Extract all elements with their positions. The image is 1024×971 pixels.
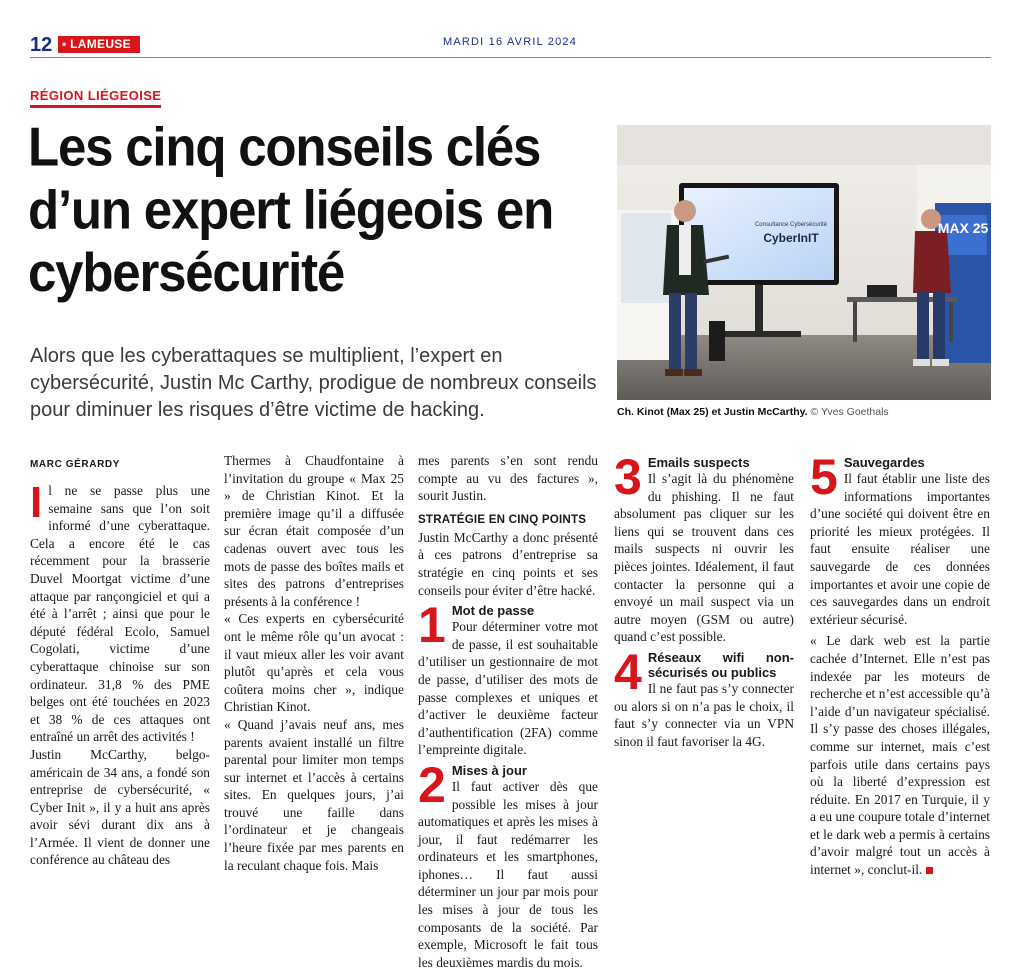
article-paragraph: mes parents s’en sont rendu compte au vu des factures », sourit Justin. [418,453,598,504]
drop-cap: I [30,478,43,527]
issue-date: MARDI 16 AVRIL 2024 [442,36,578,48]
page-number: 12 [30,34,53,56]
article-photo [617,125,991,400]
article-column-3 [418,452,598,971]
tip-text: Il ne faut pas s’y connecter ou alors si on n’a pas le choix, il faut s’y connecter via un VPN sinon il faut favoriser la 4G. [614,680,794,749]
newspaper-logo: • LAMEUSE [58,36,140,53]
tip-number: 2 [418,756,446,813]
article-headline: Les cinq conseils clés d’un expert liégeois en cybersécurité [28,116,554,303]
article-paragraph: « Quand j’avais neuf ans, mes parents avaient installé un filtre parental pour limiter mon temps sur internet et l’accès à certains sites. En quelques jours, j’ai trouvé une faille dans l’ordinateur et je changeais l’heure fixée par mes parents en la reculant chaque fois. Mais [224,716,404,873]
article-column-4 [614,449,794,750]
tip-4 [614,643,794,750]
tip-5 [810,449,990,628]
section-rubric: RÉGION LIÉGEOISE [30,88,161,108]
article-paragraph: Justin McCarthy, belgo-américain de 34 ans, a fondé son entreprise de cybersécurité, « Cyber Init », il y a huit ans après avoir sévi durant dix ans à l’Armée. Il vient de donner une conférence au château des [30,746,210,868]
tip-number: 4 [614,643,642,700]
screen-subtitle: Consultance Cybersécurité [754,222,828,228]
tip-title: Sauvegardes [843,455,925,470]
article-paragraph [30,478,210,746]
tip-title: Mises à jour [451,762,527,778]
article-paragraph: Thermes à Chaudfontaine à l’invitation du groupe « Max 25 » de Christian Kinot. Et la première image qu’il a diffusée sur écran était composée d’un cadenas ouvert avec tous les mots de passe des boîtes mails et sites des patrons d’entreprises présents à la conférence ! [224,453,404,609]
article-column-5 [810,449,990,879]
photo-caption [617,406,991,418]
tip-title: Emails suspects [647,455,750,470]
tip-1 [418,597,598,759]
tip-title: Réseaux wifi non-sécurisés ou publics [647,649,794,680]
tip-title: Mot de passe [451,603,535,619]
tip-text: Il s’agit là du phénomène du phishing. Il ne faut absolument pas cliquer sur les liens qui se trouvent dans ces mails suspects ni ouvrir les pièces jointes. Idéalement, il faut contacter la personne qui a envoyé un mail suspect via un autre moyen (GSM ou autre) quand c’est possible. [614,471,794,645]
article-paragraph: « Ces experts en cybersécurité ont le même rôle qu’un avocat : il vaut mieux aller les voir avant plutôt qu’après et cela vous coûtera moins cher », indique Christian Kinot. [224,611,404,715]
article-lede: Alors que les cyberattaques se multiplient, l’expert en cybersécurité, Justin Mc Carthy, prodigue de nombreux conseils pour diminuer les risques d’être victime de hacking. [30,345,597,421]
tip-3 [614,449,794,646]
max25-banner: MAX 25 [937,220,989,236]
tip-number: 3 [614,449,642,505]
caption-text: Ch. Kinot (Max 25) et Justin McCarthy. [617,406,808,418]
author-byline: MARC GÉRARDY [30,459,120,470]
screen-title: CyberInIT [763,231,819,245]
paragraph-text: l ne se passe plus une semaine sans que l’on soit informé d’une cyberattaque. Cela a encore été le cas récemment pour la brasserie Duvel Moortgat victime d’une attaque par rançongiciel et qui a été à l’arrêt ; ainsi que pour le député fédéral Ecolo, Samuel Cogolati, victime d’une cyberattaque chinoise sur son ordinateur. 31,8 % des PME belges ont été touchées en 2023 et 38 % de ces attaques ont entraîné un arrêt des activités ! [30,483,210,745]
closing-text: « Le dark web est la partie cachée d’Internet. Elle n’est pas indexée par les moteurs de recherche et n’est accessible qu’à l’aide d’un navigateur spécialisé. Il s’y passe des choses illégales, comme sur internet, mais c’est parfois utile dans certains pays où la liberté d’expression est réduite. En 2017 en Turquie, il y a eu une coupure totale d’internet et le dark web a permis à certains d’avoir malgré tout un accès à internet », conclut-il. [810,633,990,878]
article-closing [810,632,990,878]
tip-number: 5 [810,449,838,505]
tip-text: Pour déterminer votre mot de passe, il est souhaitable d’utiliser un gestionnaire de mot de passe, d’utiliser des mots de passe complexes et uniques et d’activer le deuxième facteur d’authentification (2FA) comme l’empreinte digitale. [418,619,598,758]
article-paragraph: Justin McCarthy a donc présenté à ces patrons d’entreprise sa stratégie en cinq points et ses conseils pour éviter d’être hacké. [418,529,598,598]
tip-text: Il faut établir une liste des informations importantes d’une société qui doivent être en priorité les mieux protégées. Il faut ensuite réaliser une sauvegarde de ces données importantes et avoir une copie de ces sauvegardes dans un endroit extérieur sécurisé. [810,471,990,627]
tip-text: Il faut activer dès que possible les mises à jour automatiques et après les mises à jour, il faut redémarrer les ordinateurs et les smartphones, iphones… Il faut aussi déterminer un jour par mois pour les mises à jour de tous les composants de la société. Par exemple, Microsoft le fait tous les deuxièmes mardis du mois. [418,778,598,970]
tip-2 [418,756,598,971]
article-column-1 [30,478,210,869]
end-mark-icon [926,867,933,874]
section-subhead: STRATÉGIE EN CINQ POINTS [418,512,587,526]
header-rule [30,57,991,58]
article-column-2 [224,452,404,874]
photo-credit: © Yves Goethals [810,406,889,418]
tip-number: 1 [418,597,446,654]
conference-photo-illustration [617,125,991,400]
